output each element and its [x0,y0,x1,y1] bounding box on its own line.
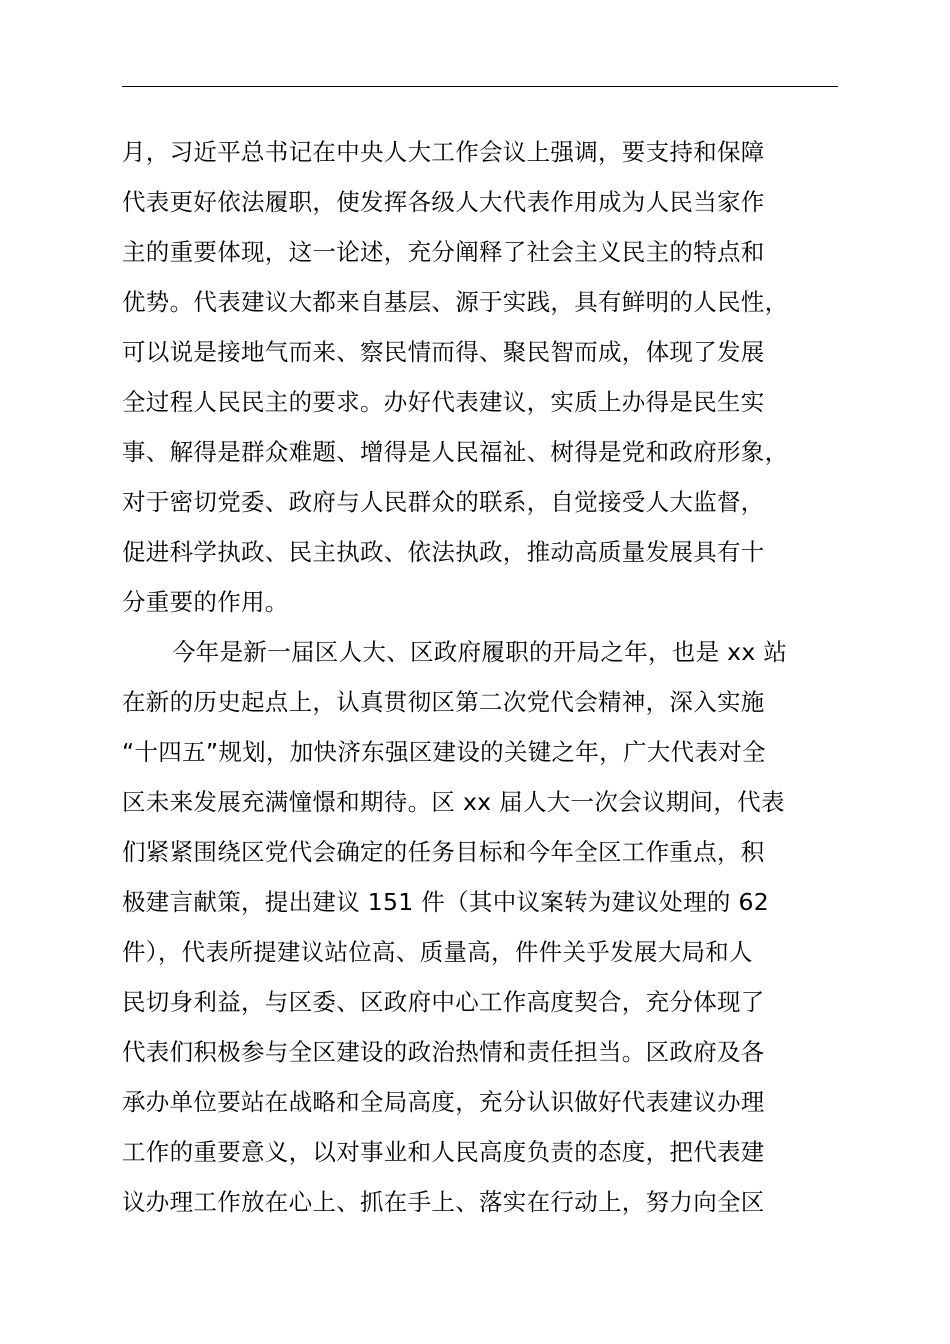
text-line: 议办理工作放在心上、抓在手上、落实在行动上，努力向全区 [122,1188,765,1216]
text-line: 工作的重要意义，以对事业和人民高度负责的态度，把代表建 [122,1138,765,1166]
text-line: 代表们积极参与全区建设的政治热情和责任担当。区政府及各 [122,1038,765,1066]
text-line: 分重要的作用。 [122,588,289,616]
header-rule [122,86,838,87]
text-line: “十四五”规划，加快济东强区建设的关键之年，广大代表对全 [122,738,766,766]
text-line: 民切身利益，与区委、区政府中心工作高度契合，充分体现了 [122,988,765,1016]
paragraph-1 [122,127,862,627]
text-line: 优势。代表建议大都来自基层、源于实践，具有鲜明的人民性， [122,288,789,316]
text-line: 们紧紧围绕区党代会确定的任务目标和今年全区工作重点，积 [122,838,765,866]
text-line: 月，习近平总书记在中央人大工作会议上强调，要支持和保障 [122,138,765,166]
text-line: 今年是新一届区人大、区政府履职的开局之年，也是 xx 站 [172,638,788,666]
text-line: 在新的历史起点上，认真贯彻区第二次党代会精神，深入实施 [122,688,765,716]
text-line: 承办单位要站在战略和全局高度，充分认识做好代表建议办理 [122,1088,765,1116]
paragraph-2 [122,627,862,1227]
text-line: 对于密切党委、政府与人民群众的联系，自觉接受人大监督， [122,488,765,516]
text-line: 可以说是接地气而来、察民情而得、聚民智而成，体现了发展 [122,338,765,366]
text-line: 区未来发展充满憧憬和期待。区 xx 届人大一次会议期间，代表 [122,788,785,816]
text-line: 促进科学执政、民主执政、依法执政，推动高质量发展具有十 [122,538,765,566]
text-line: 主的重要体现，这一论述，充分阐释了社会主义民主的特点和 [122,238,765,266]
text-line: 代表更好依法履职，使发挥各级人大代表作用成为人民当家作 [122,188,765,216]
text-line: 极建言献策，提出建议 151 件（其中议案转为建议处理的 62 [122,888,769,916]
text-line: 全过程人民民主的要求。办好代表建议，实质上办得是民生实 [122,388,765,416]
text-line: 事、解得是群众难题、增得是人民福祉、树得是党和政府形象， [122,438,789,466]
text-line: 件），代表所提建议站位高、质量高，件件关乎发展大局和人 [122,938,753,966]
document-body [122,127,862,1227]
